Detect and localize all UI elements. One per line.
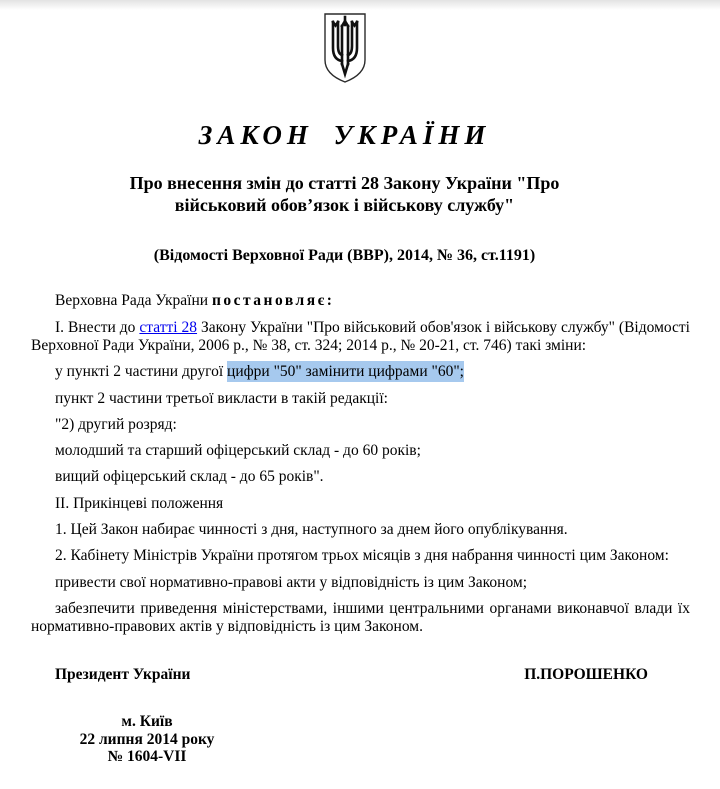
article-28-link[interactable]: статті 28 bbox=[139, 318, 198, 336]
enactment-date: 22 липня 2014 року bbox=[79, 730, 215, 748]
amendment1-prefix: у пункті 2 частини другої bbox=[55, 363, 228, 381]
section1-intro-suffix: Закону України "Про військовий обов'язок і військову службу" (Відомості Верховної Ради України, 2006 р., № 38, ст. 324; 2014 р., № 20-21, ст. 746) такі зміни: bbox=[31, 318, 690, 355]
enactment-block bbox=[31, 713, 263, 766]
section1-intro-prefix: I. Внести до bbox=[55, 318, 140, 336]
signatory-title: Президент України bbox=[55, 666, 191, 684]
final-provision-4: забезпечити приведення міністерствами, іншими центральними органами виконавчої влади їх нормативно-правових актів у відповідність із цим Законом. bbox=[31, 599, 690, 636]
section1-intro-paragraph bbox=[31, 319, 690, 356]
law-subject-title: Про внесення змін до статті 28 Закону України "Про військовий обов’язок і військову службу" bbox=[129, 172, 560, 215]
document-header bbox=[31, 12, 658, 265]
law-title: ЗАКОН УКРАЇНИ bbox=[198, 120, 491, 150]
preamble-text: Верховна Рада України bbox=[55, 292, 212, 310]
final-provision-1: 1. Цей Закон набирає чинності з дня, наступного за днем його опублікування. bbox=[55, 521, 568, 538]
ukraine-coat-of-arms-icon bbox=[318, 12, 372, 85]
new-wording-line-2: молодший та старший офіцерський склад - до 60 років; bbox=[55, 442, 421, 460]
final-provision-2: 2. Кабінету Міністрів України протягом трьох місяців з дня набрання чинності цим Законом: bbox=[55, 547, 669, 565]
preamble-emphasis: постановляє: bbox=[211, 292, 335, 310]
enactment-city: м. Київ bbox=[121, 712, 173, 730]
new-wording-line-1: "2) другий розряд: bbox=[55, 415, 177, 433]
final-provision-3: привести свої нормативно-правові акти у відповідність із цим Законом; bbox=[55, 573, 528, 591]
amendment1-paragraph bbox=[31, 363, 690, 381]
page-top-shadow bbox=[0, 0, 720, 10]
signatory-name: П.ПОРОШЕНКО bbox=[524, 666, 648, 684]
enactment-number: № 1604-VII bbox=[107, 748, 187, 766]
vvr-reference: (Відомості Верховної Ради (ВВР), 2014, № 36, ст.1191) bbox=[153, 246, 536, 264]
section2-heading: II. Прикінцеві положення bbox=[55, 494, 224, 512]
new-wording-line-3: вищий офіцерський склад - до 65 років". bbox=[55, 468, 324, 486]
law-document bbox=[0, 12, 720, 774]
selection-highlight: цифри "50" замінити цифрами "60"; bbox=[227, 363, 464, 381]
law-body bbox=[31, 292, 690, 636]
preamble-paragraph bbox=[31, 292, 690, 310]
signature-row bbox=[31, 666, 658, 684]
amendment2-paragraph: пункт 2 частини третьої викласти в такій редакції: bbox=[55, 389, 388, 407]
